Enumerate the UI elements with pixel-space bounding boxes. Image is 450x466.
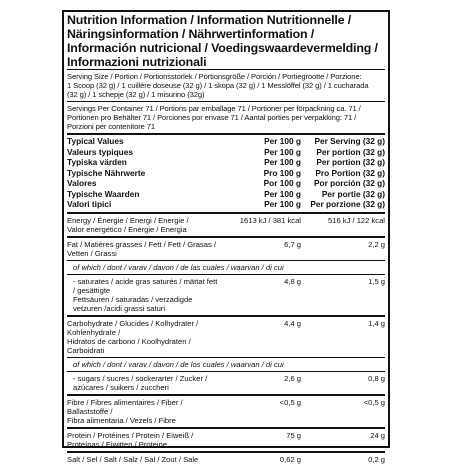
- nutrient-label-line: Carbohydrate / Glucides / Kolhydrater / Kohlenhydrate /: [67, 318, 199, 337]
- header-per-100g: Per 100 g: [264, 188, 301, 199]
- value-per-100g: 2,6 g: [284, 373, 301, 383]
- nutrient-row-protein: [67, 429, 385, 451]
- nutrient-label-line: Valor energético / Energie / Energia: [67, 224, 187, 234]
- header-per-serving: Per portie (32 g): [321, 188, 385, 199]
- nutrient-row-carbohydrate: [67, 317, 385, 357]
- header-row: [67, 199, 385, 210]
- header-per-100g: Per 100 g: [264, 136, 301, 146]
- nutrient-label-line: Fibra alimentaria / Vezels / Fibre: [67, 415, 176, 425]
- header-per-100g: Per 100 g: [264, 157, 301, 167]
- header-label: Valores: [67, 178, 97, 188]
- title-line: Nutrition Information / Information Nutritionnelle /: [67, 13, 352, 27]
- nutrient-label: [67, 374, 221, 392]
- serving-size-line: 1 Scoop (32 g) / 1 cuillère doseuse (32 g) / 1 skopa (32 g) / 1 Messlöffel (32 g) / 1 cucharada: [67, 81, 369, 90]
- header-per-serving: Per Serving (32 g): [314, 136, 385, 146]
- value-per-serving: 0,8 g: [368, 373, 385, 383]
- value-per-serving: 1,4 g: [368, 318, 385, 328]
- serving-size-line: (32 g) / 1 schepje (32 g) / 1 misurino (32g): [67, 90, 205, 99]
- nutrient-label: [67, 431, 221, 449]
- header-per-serving: Per porzione (32 g): [310, 199, 385, 209]
- title-line: Informazioni nutrizionali: [67, 55, 207, 69]
- nutrient-label: Fat / Matières grasses / Fett / Fett / Grasas / Vetten / Grassi: [67, 239, 216, 258]
- value-per-100g: 1613 kJ / 381 kcal: [239, 215, 301, 225]
- of-which-label: of which / dont / varav / davon / de las cuales / waarvan / di cui: [73, 262, 284, 272]
- nutrient-row-sugars: [67, 372, 385, 394]
- of-which-row: [67, 261, 385, 274]
- header-per-serving: Per portion (32 g): [316, 146, 385, 157]
- nutrient-label-line: Protein / Protéines / Protein / Eiweiß /: [67, 430, 194, 440]
- header-row: [67, 157, 385, 168]
- nutrient-label: [67, 277, 221, 313]
- header-label: Typische Nährwerte: [67, 167, 146, 178]
- servings-line: Portionen pro Behälter 71 / Porciones por envase 71 / Aantal porties per verpakking: 71 /: [67, 113, 357, 122]
- of-which-row: [67, 358, 385, 371]
- header-row: [67, 178, 385, 189]
- header-block: [67, 135, 385, 212]
- nutrient-label-line: azúcares / suikers / zuccheri: [73, 382, 169, 392]
- nutrient-label: [67, 319, 221, 355]
- nutrient-label-line: Proteínas / Eiwitten / Proteine: [67, 439, 168, 449]
- header-label: Valori tipici: [67, 199, 112, 209]
- value-per-serving: 1,5 g: [368, 276, 385, 286]
- nutrient-label-line: Hidratos de carbono / Koolhydraten / Carboidrati: [67, 336, 191, 355]
- nutrient-label-line: Fettsäuren / saturadas / verzadigde vetzuren /acidi grassi saturi: [73, 294, 193, 313]
- value-per-serving: 2,2 g: [368, 239, 385, 249]
- nutrient-label: [67, 398, 221, 425]
- value-per-serving: 24 g: [370, 430, 385, 440]
- header-label: Typical Values: [67, 136, 124, 146]
- title-line: Näringsinformation / Nährwertinformation /: [67, 27, 315, 41]
- nutrient-label-line: Fibre / Fibres alimentaires / Fiber / Ballaststoffe /: [67, 397, 183, 416]
- nutrient-label-line: - sugars / sucres / sockerarter / Zucker /: [73, 373, 208, 383]
- title-line: Información nutricional / Voedingswaardevermelding /: [67, 41, 378, 55]
- nutrient-row-saturates: [67, 275, 385, 315]
- servings-line: Porzioni per contenitore 71: [67, 122, 156, 131]
- header-per-100g: Por 100 g: [263, 178, 301, 188]
- value-per-serving: 516 kJ / 122 kcal: [328, 215, 385, 225]
- value-per-100g: 75 g: [286, 430, 301, 440]
- panel-title: [67, 13, 385, 69]
- nutrient-label-line: Energy / Énergie / Energi / Energie /: [67, 215, 189, 225]
- of-which-label: of which / dont / varav / davon / de los cuales / waarvan / di cui: [73, 359, 284, 369]
- serving-size: [67, 70, 385, 101]
- servings-per-container: [67, 102, 385, 133]
- value-per-100g: 4,4 g: [284, 318, 301, 328]
- header-row: [67, 136, 385, 147]
- header-label: Typiska värden: [67, 157, 127, 167]
- header-per-serving: Por porción (32 g): [314, 178, 385, 188]
- header-label: Typische Waarden: [67, 188, 140, 199]
- header-row: [67, 147, 385, 158]
- value-per-100g: <0,5 g: [279, 397, 301, 407]
- value-per-100g: 4,8 g: [284, 276, 301, 286]
- nutrient-row-fibre: [67, 396, 385, 427]
- value-per-serving: 0,2 g: [368, 454, 385, 464]
- header-per-serving: Pro Portion (32 g): [315, 167, 385, 178]
- nutrient-label: Salt / Sel / Salt / Salz / Sal / Zout / Sale: [67, 454, 199, 464]
- servings-line: Servings Per Container 71 / Portions par emballage 71 / Portioner per förpackning ca. 71 /: [67, 104, 361, 113]
- header-per-serving: Per portion (32 g): [316, 157, 385, 167]
- nutrient-row-fat: [67, 238, 385, 260]
- value-per-100g: 6,7 g: [284, 239, 301, 249]
- header-row: [67, 168, 385, 179]
- value-per-100g: 0,62 g: [279, 454, 301, 464]
- header-per-100g: Per 100 g: [264, 199, 301, 209]
- header-per-100g: Per 100 g: [264, 146, 301, 157]
- serving-size-line: Serving Size / Portion / Portionsstorlek / Portionsgröße / Porción / Portiegrootte / Porzione:: [67, 72, 362, 81]
- nutrient-row-salt: [67, 453, 385, 466]
- nutrient-label: [67, 216, 221, 234]
- header-per-100g: Pro 100 g: [263, 167, 301, 178]
- nutrient-label-line: - saturates / acide gras saturés / mättat fett / gesättigte: [73, 276, 218, 295]
- nutrition-panel: [62, 10, 390, 464]
- nutrient-row-energy: [67, 214, 385, 236]
- value-per-serving: <0,5 g: [363, 397, 385, 407]
- header-row: [67, 189, 385, 200]
- header-label: Valeurs typiques: [67, 146, 133, 157]
